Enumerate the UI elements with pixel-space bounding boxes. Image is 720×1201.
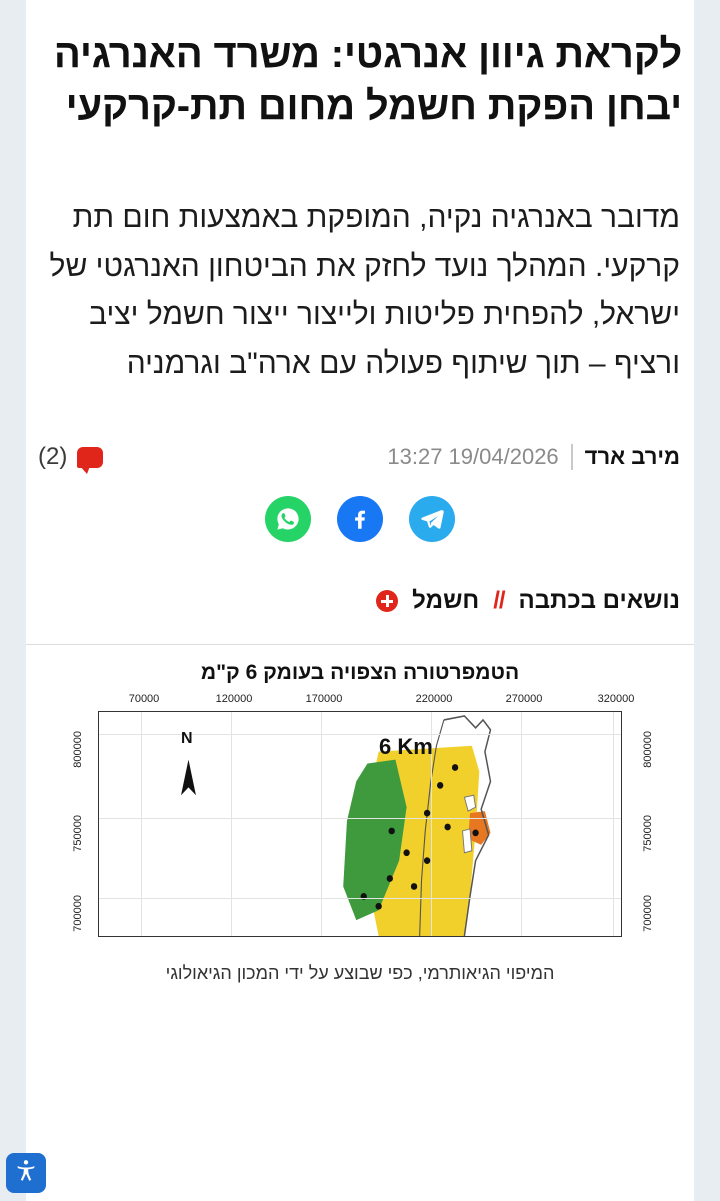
y-tick-left-2: 700000 xyxy=(72,895,84,933)
share-bar xyxy=(26,496,694,542)
accessibility-button[interactable] xyxy=(6,1153,46,1193)
topics-label: נושאים בכתבה xyxy=(518,587,680,615)
x-tick-2: 170000 xyxy=(305,693,343,706)
x-tick-4: 270000 xyxy=(505,693,543,706)
x-tick-5: 320000 xyxy=(597,693,635,706)
geothermal-map-figure xyxy=(26,661,694,984)
figure-caption: המיפוי הגיאותרמי, כפי שבוצע על ידי המכון הגיאולוגי xyxy=(165,963,555,984)
scale-label: 6 Km xyxy=(379,734,433,760)
plus-icon[interactable] xyxy=(376,590,398,612)
topics-bar xyxy=(38,584,680,618)
right-gutter xyxy=(694,0,720,1201)
author-name: מירב ארד xyxy=(584,444,680,470)
y-tick-left-0: 800000 xyxy=(72,731,84,769)
share-facebook-button[interactable] xyxy=(337,496,383,542)
share-whatsapp-button[interactable] xyxy=(265,496,311,542)
x-tick-3: 220000 xyxy=(415,693,453,706)
north-arrow-icon xyxy=(181,760,196,796)
map-container xyxy=(56,695,664,955)
left-gutter xyxy=(0,0,26,1201)
publish-timestamp: 13:27 19/04/2026 xyxy=(387,444,559,470)
article-standfirst: מדובר באנרגיה נקיה, המופקת באמצעות חום תת קרקעי. המהלך נועד לחזק את הביטחון האנרגטי של ישראל, להפחית פליטות ולייצור ייצור חשמל יציב ורציף – תוך שיתוף פעולה עם ארה"ב וגרמניה xyxy=(49,201,680,380)
y-tick-left-1: 750000 xyxy=(72,815,84,853)
x-tick-0: 70000 xyxy=(128,693,160,706)
section-divider xyxy=(26,644,694,645)
figure-title: הטמפרטורה הצפויה בעומק 6 ק"מ xyxy=(200,661,520,685)
whatsapp-icon xyxy=(275,506,301,532)
article-content xyxy=(26,0,694,1201)
x-tick-1: 120000 xyxy=(215,693,253,706)
map-plot-area xyxy=(98,711,622,937)
telegram-icon xyxy=(419,506,445,532)
page-title: לקראת גיוון אנרגטי: משרד האנרגיה יבחן הפקת חשמל מחום תת-קרקעי xyxy=(53,32,682,128)
comment-icon xyxy=(77,447,103,468)
y-tick-right-1: 750000 xyxy=(642,815,654,853)
facebook-icon xyxy=(347,506,373,532)
topics-separator: // xyxy=(493,587,505,615)
accessibility-icon xyxy=(13,1158,39,1189)
y-tick-right-2: 700000 xyxy=(642,895,654,933)
byline xyxy=(38,440,680,474)
comments-count: (2) xyxy=(38,443,68,471)
share-telegram-button[interactable] xyxy=(409,496,455,542)
topic-tag-electricity[interactable]: חשמל xyxy=(412,587,480,615)
byline-meta xyxy=(387,444,680,470)
y-tick-right-0: 800000 xyxy=(642,731,654,769)
north-label: N xyxy=(181,730,193,748)
comments-link[interactable] xyxy=(38,443,103,471)
geothermal-map-graphic xyxy=(99,712,621,936)
byline-divider xyxy=(571,444,573,470)
